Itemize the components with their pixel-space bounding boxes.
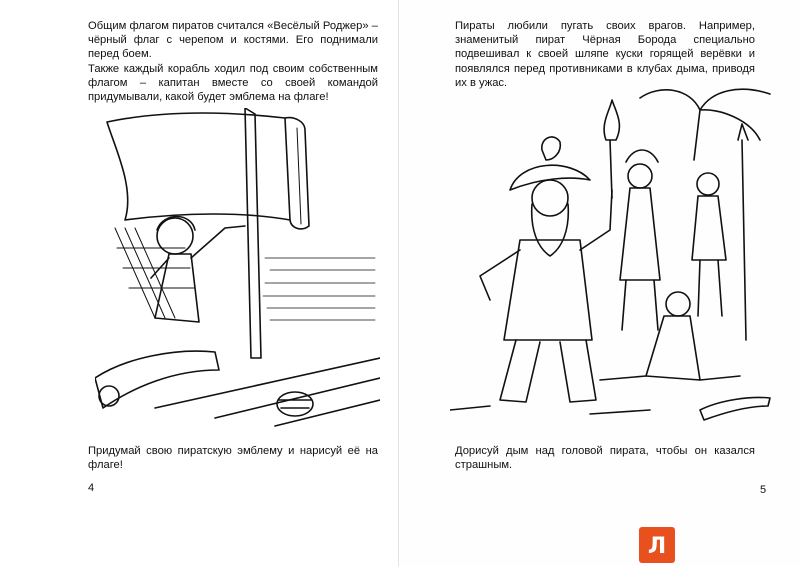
pirate-legs bbox=[500, 340, 596, 402]
page-number-left: 4 bbox=[88, 482, 95, 494]
blackbeard-illustration bbox=[450, 80, 780, 430]
deck bbox=[155, 358, 380, 408]
boy-head bbox=[157, 218, 193, 254]
right-task-text: Дорисуй дым над головой пирата, чтобы он казался страшным. bbox=[455, 445, 755, 472]
right-intro-text: Пираты любили пугать своих врагов. Например, знаменитый пират Чёрная Борода специально подвешивал к своей шляпе куски горящей верёвки и появлялся перед противниками в клубах дыма, приводя их в ужас. bbox=[455, 20, 755, 89]
logo-letter: Л bbox=[647, 534, 667, 559]
left-paragraph-2: Также каждый корабль ходил под своим собственным флагом – капитан вместе со своей командой придумывали, какой будет эмблема на флаге! bbox=[88, 62, 378, 104]
page-number-right: 5 bbox=[760, 484, 767, 496]
islander-body-1 bbox=[620, 188, 660, 280]
islander-head-2 bbox=[697, 173, 719, 195]
mast bbox=[245, 108, 261, 358]
left-page bbox=[0, 0, 399, 566]
islander-head-3 bbox=[666, 292, 690, 316]
palm-tree bbox=[640, 89, 770, 160]
sword bbox=[700, 398, 770, 421]
publisher-logo-icon bbox=[639, 527, 675, 563]
spear bbox=[738, 124, 748, 340]
pirate-boy-flag-illustration bbox=[95, 108, 380, 428]
pirate-beard bbox=[532, 204, 569, 256]
islander-body-2 bbox=[692, 196, 726, 260]
blank-flag bbox=[107, 113, 290, 220]
islander-body-3 bbox=[646, 316, 700, 380]
sea-lines bbox=[263, 258, 375, 320]
islander-head-1 bbox=[628, 164, 652, 188]
parrot bbox=[542, 137, 561, 160]
pirate-head bbox=[532, 180, 568, 216]
barrel bbox=[277, 392, 313, 416]
torch bbox=[610, 140, 612, 198]
left-task-text: Придумай свою пиратскую эмблему и нарисуй её на флаге! bbox=[88, 445, 378, 472]
pirate-hat bbox=[510, 165, 590, 190]
left-intro-text bbox=[88, 19, 378, 104]
left-paragraph-1: Общим флагом пиратов считался «Весёлый Роджер» – чёрный флаг с черепом и костями. Его поднимали перед боем. bbox=[88, 20, 378, 61]
cannon bbox=[95, 351, 219, 408]
